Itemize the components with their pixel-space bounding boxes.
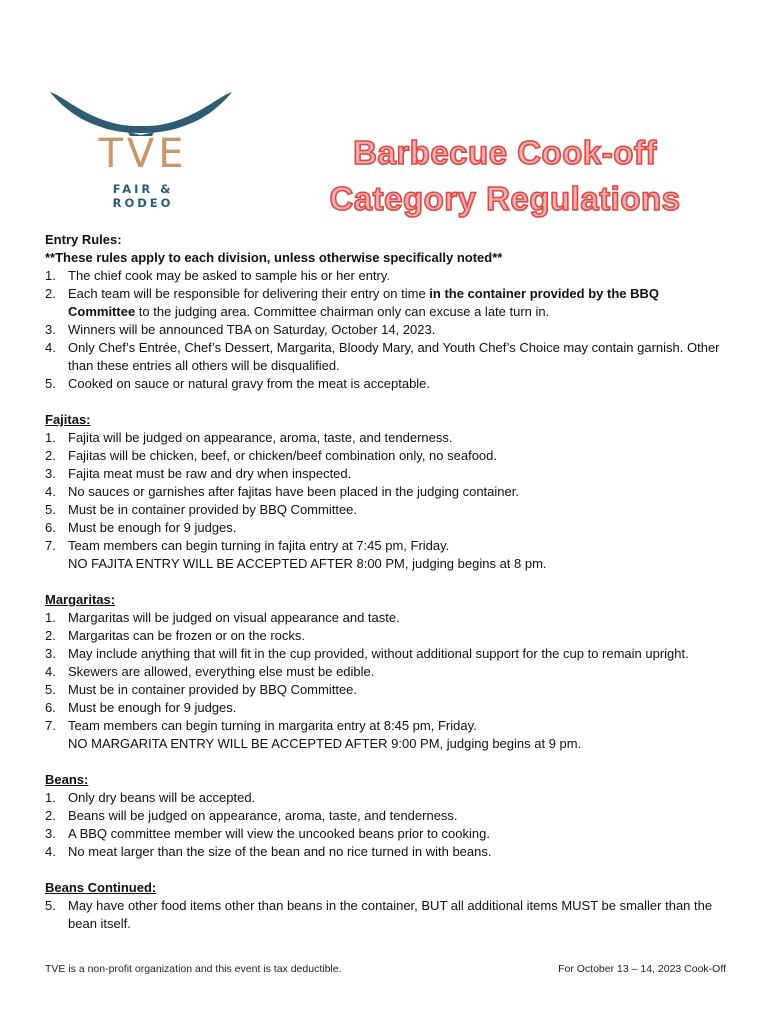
list-number: 1. [45, 610, 56, 625]
title-line-1: Barbecue Cook-off [353, 134, 657, 171]
list-number: 2. [45, 286, 56, 301]
beans-continued-heading: Beans Continued: [45, 880, 157, 895]
list-item [45, 645, 725, 663]
list-number: 7. [45, 718, 56, 733]
list-number: 4. [45, 664, 56, 679]
list-text: Only dry beans will be accepted. [68, 790, 256, 805]
fajitas-list [45, 429, 725, 573]
list-item [45, 609, 725, 627]
list-text: Cooked on sauce or natural gravy from the meat is acceptable. [68, 376, 431, 391]
list-item [45, 789, 725, 807]
beans-list [45, 789, 725, 861]
list-text-cutoff: NO FAJITA ENTRY WILL BE ACCEPTED AFTER 8:00 PM, judging begins at 8 pm. [68, 556, 547, 571]
list-text: Margaritas will be judged on visual appearance and taste. [68, 610, 400, 625]
list-text: Team members can begin turning in fajita entry at 7:45 pm, Friday. [68, 538, 450, 553]
list-item [45, 321, 725, 339]
list-item [45, 339, 725, 375]
tve-logo [48, 88, 234, 210]
list-item [45, 663, 725, 681]
list-item [45, 483, 725, 501]
list-text: No sauces or garnishes after fajitas have been placed in the judging container. [68, 484, 519, 499]
list-item [45, 429, 725, 447]
list-item [45, 897, 725, 933]
list-item [45, 267, 725, 285]
fajitas-heading: Fajitas: [45, 412, 91, 427]
list-text: Margaritas can be frozen or on the rocks. [68, 628, 306, 643]
list-item [45, 375, 725, 393]
list-number: 5. [45, 682, 56, 697]
list-item [45, 699, 725, 717]
list-number: 3. [45, 322, 56, 337]
footer-right: For October 13 – 14, 2023 Cook-Off [558, 963, 726, 975]
list-number: 7. [45, 538, 56, 553]
beans-continued-list [45, 897, 725, 933]
entry-rules-heading: Entry Rules: [45, 232, 122, 247]
list-item [45, 501, 725, 519]
list-item [45, 447, 725, 465]
list-number: 1. [45, 790, 56, 805]
list-text: Skewers are allowed, everything else must be edible. [68, 664, 375, 679]
margaritas-list [45, 609, 725, 753]
list-item [45, 537, 725, 573]
list-text: Each team will be responsible for delivering their entry on time [68, 286, 430, 301]
list-text: Only Chef’s Entrée, Chef’s Dessert, Margarita, Bloody Mary, and Youth Chef’s Choice may contain garnish. Other than these entries all others will be disqualified. [68, 340, 720, 373]
list-number: 3. [45, 466, 56, 481]
list-text: Beans will be judged on appearance, aroma, taste, and tenderness. [68, 808, 458, 823]
entry-rules-note: **These rules apply to each division, unless otherwise specifically noted** [45, 250, 503, 265]
list-text: Team members can begin turning in margarita entry at 8:45 pm, Friday. [68, 718, 477, 733]
list-item [45, 825, 725, 843]
list-item [45, 465, 725, 483]
list-text: The chief cook may be asked to sample his or her entry. [68, 268, 391, 283]
margaritas-heading: Margaritas: [45, 592, 116, 607]
list-number: 2. [45, 628, 56, 643]
list-number: 5. [45, 376, 56, 391]
list-number: 1. [45, 268, 56, 283]
list-text: May include anything that will fit in the cup provided, without additional support for the cup to remain upright. [68, 646, 689, 661]
list-number: 3. [45, 826, 56, 841]
list-number: 5. [45, 502, 56, 517]
list-number: 4. [45, 484, 56, 499]
list-item [45, 843, 725, 861]
list-item [45, 627, 725, 645]
list-text: Fajitas will be chicken, beef, or chicken/beef combination only, no seafood. [68, 448, 497, 463]
title-line-2: Category Regulations [329, 180, 681, 217]
list-text: No meat larger than the size of the bean and no rice turned in with beans. [68, 844, 492, 859]
list-text-cutoff: NO MARGARITA ENTRY WILL BE ACCEPTED AFTER 9:00 PM, judging begins at 9 pm. [68, 736, 582, 751]
list-number: 2. [45, 808, 56, 823]
page-title [310, 130, 700, 222]
entry-rules-list [45, 267, 725, 393]
list-number: 4. [45, 340, 56, 355]
logo-subtitle: FAIR & RODEO [112, 182, 174, 210]
list-text: Fajita meat must be raw and dry when inspected. [68, 466, 352, 481]
list-text: Must be enough for 9 judges. [68, 700, 237, 715]
logo-letters: TVE [98, 131, 188, 177]
list-text: Fajita will be judged on appearance, aroma, taste, and tenderness. [68, 430, 453, 445]
longhorn-icon [48, 88, 234, 136]
list-text: May have other food items other than beans in the container, BUT all additional items MUST be smaller than the bean itself. [68, 898, 713, 931]
list-item [45, 717, 725, 753]
list-text: Must be in container provided by BBQ Committee. [68, 682, 358, 697]
regulations-content [45, 231, 725, 933]
list-item [45, 285, 725, 321]
beans-heading: Beans: [45, 772, 89, 787]
list-number: 6. [45, 520, 56, 535]
list-text: Must be enough for 9 judges. [68, 520, 237, 535]
list-number: 2. [45, 448, 56, 463]
list-item [45, 807, 725, 825]
list-number: 6. [45, 700, 56, 715]
list-number: 5. [45, 898, 56, 913]
list-item [45, 681, 725, 699]
list-text: A BBQ committee member will view the uncooked beans prior to cooking. [68, 826, 490, 841]
list-item [45, 519, 725, 537]
list-number: 1. [45, 430, 56, 445]
list-text: Must be in container provided by BBQ Committee. [68, 502, 358, 517]
footer-left: TVE is a non-profit organization and this event is tax deductible. [45, 963, 342, 975]
list-number: 3. [45, 646, 56, 661]
list-text: Winners will be announced TBA on Saturday, October 14, 2023. [68, 322, 436, 337]
list-text-bold: in the container provided by the BBQ Committee [68, 286, 659, 319]
list-number: 4. [45, 844, 56, 859]
list-text: to the judging area. Committee chairman only can excuse a late turn in. [135, 304, 550, 319]
